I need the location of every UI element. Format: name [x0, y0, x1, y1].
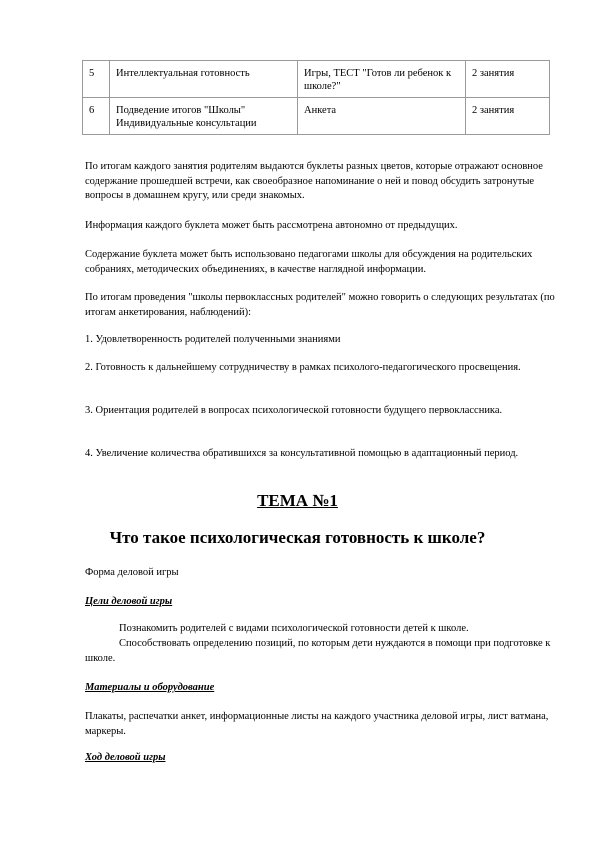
materials-text: Плакаты, распечатки анкет, информационные листы на каждого участника деловой игры, лист ватмана, маркеры. — [85, 711, 549, 737]
row-topic: Подведение итогов "Школы" Индивидуальные консультации — [110, 98, 298, 135]
result-item-3: 3. Ориентация родителей в вопросах психологической готовности будущего первоклассника. — [85, 405, 503, 416]
theme-heading: ТЕМА №1 — [257, 491, 338, 510]
row-number: 5 — [83, 61, 110, 98]
row-number: 6 — [83, 98, 110, 135]
course-heading: Ход деловой игры — [85, 752, 166, 763]
materials-heading: Материалы и оборудование — [85, 682, 215, 693]
goals-heading: Цели деловой игры — [85, 596, 173, 607]
result-item-2: 2. Готовность к дальнейшему сотрудничеству в рамках психолого-педагогического просвещения. — [85, 362, 521, 373]
goal-1: Познакомить родителей с видами психологической готовности детей к школе. — [119, 623, 469, 634]
booklet-paragraph: По итогам каждого занятия родителям выдаются буклеты разных цветов, которые отражают основное содержание прошедшей встречи, как своеобразное напоминание о ней и повод обсудить затронутые вопросы в домашнем кругу, или среди знакомых. — [85, 161, 543, 201]
row-method: Анкета — [298, 98, 466, 135]
booklet-autonomy-paragraph: Информация каждого буклета может быть рассмотрена автономно от предыдущих. — [85, 220, 458, 231]
table-row — [83, 98, 550, 135]
table-row — [83, 61, 550, 98]
row-sessions: 2 занятия — [466, 61, 550, 98]
booklet-usage-paragraph: Содержание буклета может быть использовано педагогами школы для обсуждения на родительских собраниях, методических объединениях, в качестве наглядной информации. — [85, 249, 533, 275]
row-sessions: 2 занятия — [466, 98, 550, 135]
result-item-1: 1. Удовлетворенность родителей полученными знаниями — [85, 334, 341, 345]
results-intro-paragraph: По итогам проведения "школы первоклассных родителей" можно говорить о следующих результатах (по итогам анкетирования, наблюдений): — [85, 292, 555, 318]
theme-question: Что такое психологическая готовность к школе? — [109, 528, 486, 547]
goal-2: Способствовать определению позиций, по которым дети нуждаются в помощи при подготовке к школе. — [85, 638, 551, 664]
result-item-4: 4. Увеличение количества обратившихся за консультативной помощью в адаптационный период. — [85, 448, 519, 459]
sessions-table — [82, 60, 550, 135]
row-topic: Интеллектуальная готовность — [110, 61, 298, 98]
row-method: Игры, ТЕСТ "Готов ли ребенок к школе?" — [298, 61, 466, 98]
game-form-text: Форма деловой игры — [85, 567, 179, 578]
